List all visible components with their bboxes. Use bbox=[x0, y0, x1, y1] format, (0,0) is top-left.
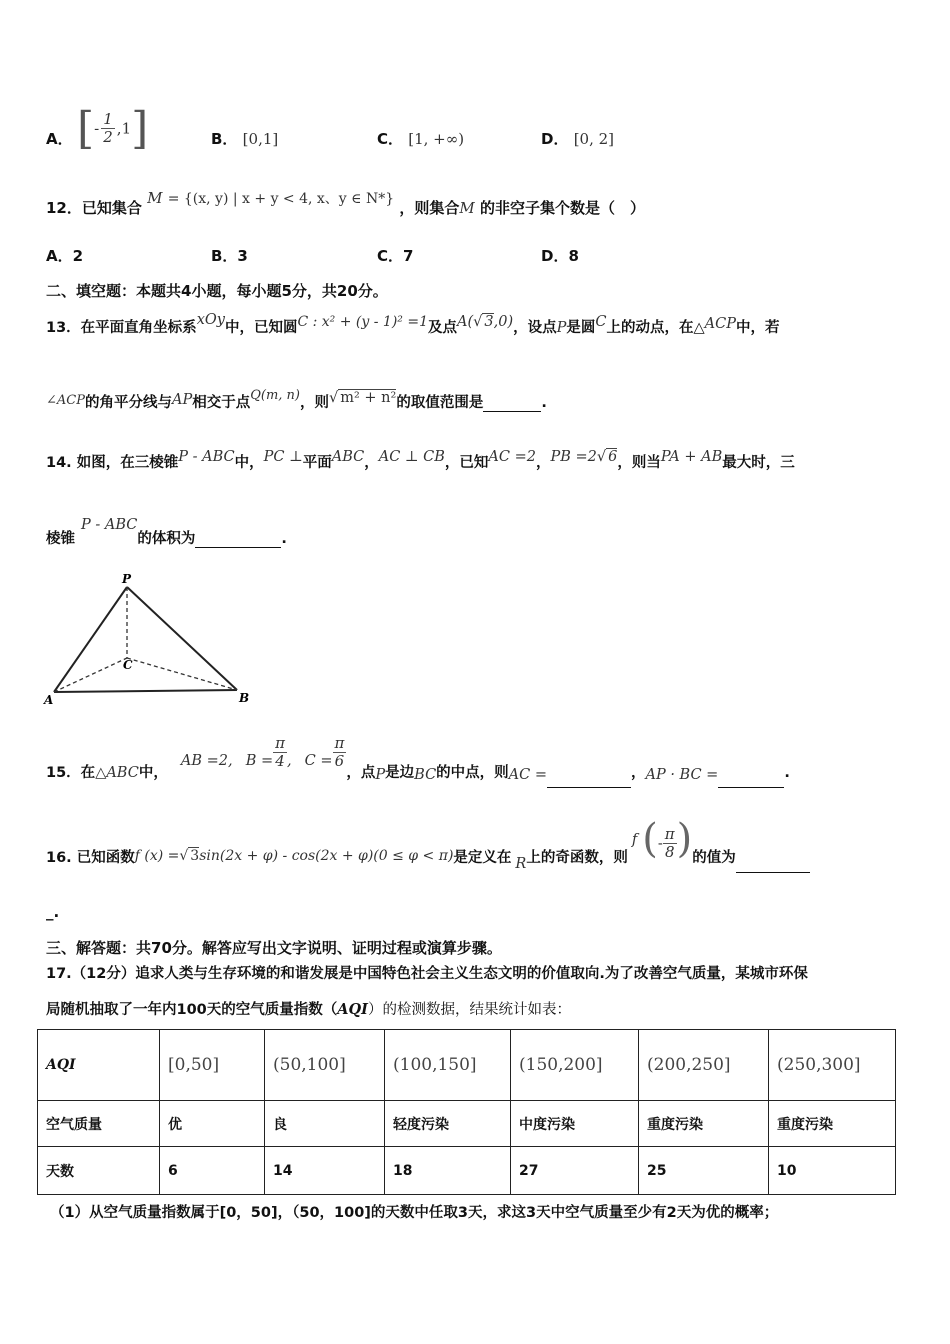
table-cell: 重度污染 bbox=[769, 1101, 896, 1147]
table-cell: 良 bbox=[265, 1101, 385, 1147]
section2-heading: 二、填空题：本题共4小题，每小题5分，共20分。 bbox=[46, 282, 388, 300]
q13-answer-blank[interactable] bbox=[483, 397, 541, 412]
q12-option-b: B．3 bbox=[211, 247, 248, 265]
q11-option-d: D． [0, 2] bbox=[541, 130, 615, 148]
q11-option-a: A． bbox=[46, 130, 73, 148]
q13-line2: ∠ACP的角平分线与AP相交于点Q(m, n)，则√ m² + n²的取值范围是 . bbox=[46, 388, 547, 411]
q16-stem: 16. 已知函数f (x) =√ 3sin(2x + φ) - cos(2x + φ)(0 ≤ φ < π)是定义在 R上的奇函数，则f (- $\frac{\pi}{8}$ )的值为 bbox=[46, 818, 810, 853]
q12-option-a: A．2 bbox=[46, 247, 84, 265]
label-a: A bbox=[44, 693, 54, 707]
label-c: C bbox=[123, 658, 133, 672]
table-cell: (200,250] bbox=[639, 1030, 769, 1101]
table-cell: (50,100] bbox=[265, 1030, 385, 1101]
table-cell: [0,50] bbox=[160, 1030, 265, 1101]
row-header-days: 天数 bbox=[38, 1147, 160, 1195]
edge-pa bbox=[54, 587, 127, 692]
label-b: B bbox=[239, 691, 250, 705]
aqi-table bbox=[37, 1029, 896, 1195]
table-cell: 中度污染 bbox=[511, 1101, 639, 1147]
table-cell: 轻度污染 bbox=[385, 1101, 511, 1147]
q16-answer-blank[interactable] bbox=[736, 858, 810, 873]
table-cell: 27 bbox=[511, 1147, 639, 1195]
edge-ab bbox=[54, 690, 237, 692]
q17-subquestion-1: （1）从空气质量指数属于[0，50]，（50，100]的天数中任取3天，求这3天中空气质量至少有2天为优的概率； bbox=[50, 1205, 779, 1221]
q11-option-c: C． [1, +∞) bbox=[377, 130, 465, 148]
q14-line2: 棱锥P - ABC的体积为 . bbox=[46, 517, 287, 547]
pyramid-figure bbox=[40, 568, 255, 708]
q15-answer-blank-2[interactable] bbox=[718, 773, 784, 788]
q12-option-d: D．8 bbox=[541, 247, 579, 265]
table-cell: 25 bbox=[639, 1147, 769, 1195]
table-row bbox=[38, 1147, 896, 1195]
q17-line1: 17.（12分）追求人类与生存环境的和谐发展是中国特色社会主义生态文明的价值取向.为了改善空气质量，某城市环保 bbox=[46, 966, 808, 982]
q14-line1: 14. 如图，在三棱锥P - ABC中，PC ⊥平面ABC，AC ⊥ CB，已知AC =2，PB =2√ 6，则当PA + AB最大时，三 bbox=[46, 449, 795, 471]
row-header-quality: 空气质量 bbox=[38, 1101, 160, 1147]
table-cell: 14 bbox=[265, 1147, 385, 1195]
q14-answer-blank[interactable] bbox=[195, 533, 281, 548]
q12-stem: 12．已知集合 M = {(x, y) | x + y < 4, x、y ∈ N*} ，则集合M 的非空子集个数是（ ） bbox=[46, 189, 645, 217]
table-cell: 6 bbox=[160, 1147, 265, 1195]
table-cell: (100,150] bbox=[385, 1030, 511, 1101]
q15-answer-blank-1[interactable] bbox=[547, 773, 631, 788]
section3-heading: 三、解答题：共70分。解答应写出文字说明、证明过程或演算步骤。 bbox=[46, 939, 502, 957]
table-cell: (150,200] bbox=[511, 1030, 639, 1101]
q12-option-c: C．7 bbox=[377, 247, 414, 265]
table-cell: 18 bbox=[385, 1147, 511, 1195]
row-header-aqi: AQI bbox=[38, 1030, 160, 1101]
table-row bbox=[38, 1030, 896, 1101]
q11-option-b: B． [0,1] bbox=[211, 130, 279, 148]
q15-stem: 15．在△ABC中， AB =2, B = $\frac{\pi}{4}$ , C = $\frac{\pi}{6}$ ，点P是边BC的中点，则AC = ，AP · BC = . bbox=[46, 735, 790, 770]
table-cell: 优 bbox=[160, 1101, 265, 1147]
q16-continuation: _. bbox=[46, 903, 60, 921]
q17-line2: 局随机抽取了一年内100天的空气质量指数（AQI）的检测数据，结果统计如表： bbox=[46, 1001, 571, 1018]
table-row bbox=[38, 1101, 896, 1147]
label-p: P bbox=[122, 572, 132, 586]
q13-line1: 13．在平面直角坐标系xOy中，已知圆C : x² + (y - 1)² =1及点A(√ 3,0)，设点P是圆C上的动点，在△ACP中，若 bbox=[46, 312, 780, 336]
table-cell: 10 bbox=[769, 1147, 896, 1195]
q11-option-a-value: [- $\frac{1}{2}$ ,1] bbox=[77, 103, 149, 154]
table-cell: 重度污染 bbox=[639, 1101, 769, 1147]
table-cell: (250,300] bbox=[769, 1030, 896, 1101]
